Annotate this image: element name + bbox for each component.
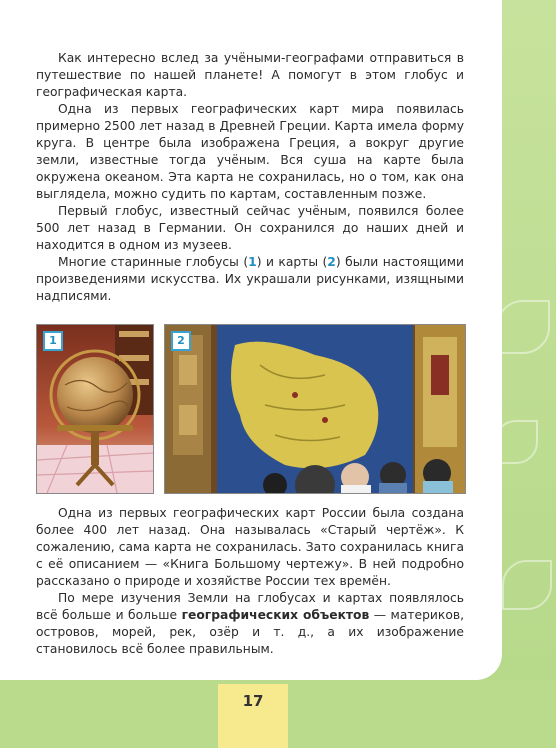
paragraph: Одна из первых географических карт мира появилась примерно 2500 лет назад в Древней Греции. Карта имела форму круга. В центре была изображена Греция, а вокруг другие земли, известные тогда учёным. Вся суша на карте была окружена океаном. Эта карта не сохранилась, но о том, как она выглядела, можно судить по картам, составленным позже. <box>36 102 464 201</box>
paragraph: Одна из первых географических карт России была создана более 400 лет назад. Она называлась «Старый чертёж». К сожалению, сама карта не сохранилась. Зато сохранилась книга с её описанием — «Книга Большому чертежу». В ней подробно рассказано о природе и хозяйстве России тех времён. <box>36 506 464 588</box>
photo-wall-map <box>164 324 466 494</box>
paragraph: Многие старинные глобусы (1) и карты (2) были настоящими произведениями искусства. Их украшали рисунками, изящными надписями. <box>36 255 464 303</box>
page-number: 17 <box>242 692 264 710</box>
figure-ref: 1 <box>248 255 257 269</box>
bold-term: географических объектов <box>181 608 370 622</box>
paragraph: Как интересно вслед за учёными-географами отправиться в путешествие по нашей планете! А помогут в этом глобус и географическая карта. <box>36 51 464 99</box>
paragraph: По мере изучения Земли на глобусах и картах появлялось всё больше и больше географических объектов — материков, островов, морей, рек, озёр и т. д., а их изображение становилось всё более правильным. <box>36 591 464 656</box>
text-block-bottom <box>36 505 464 658</box>
figure-number-badge: 2 <box>171 331 191 351</box>
leaf-decoration <box>496 300 550 354</box>
paragraph: Первый глобус, известный сейчас учёным, появился более 500 лет назад в Германии. Он сохранился до наших дней и находится в одном из музеев. <box>36 204 464 252</box>
figure-number-badge: 1 <box>43 331 63 351</box>
map-hall-illustration <box>165 325 465 493</box>
text-block-top <box>36 50 464 305</box>
page-number-box <box>218 684 288 748</box>
figure-ref: 2 <box>327 255 336 269</box>
leaf-decoration <box>502 560 552 610</box>
photo-globe <box>36 324 154 494</box>
